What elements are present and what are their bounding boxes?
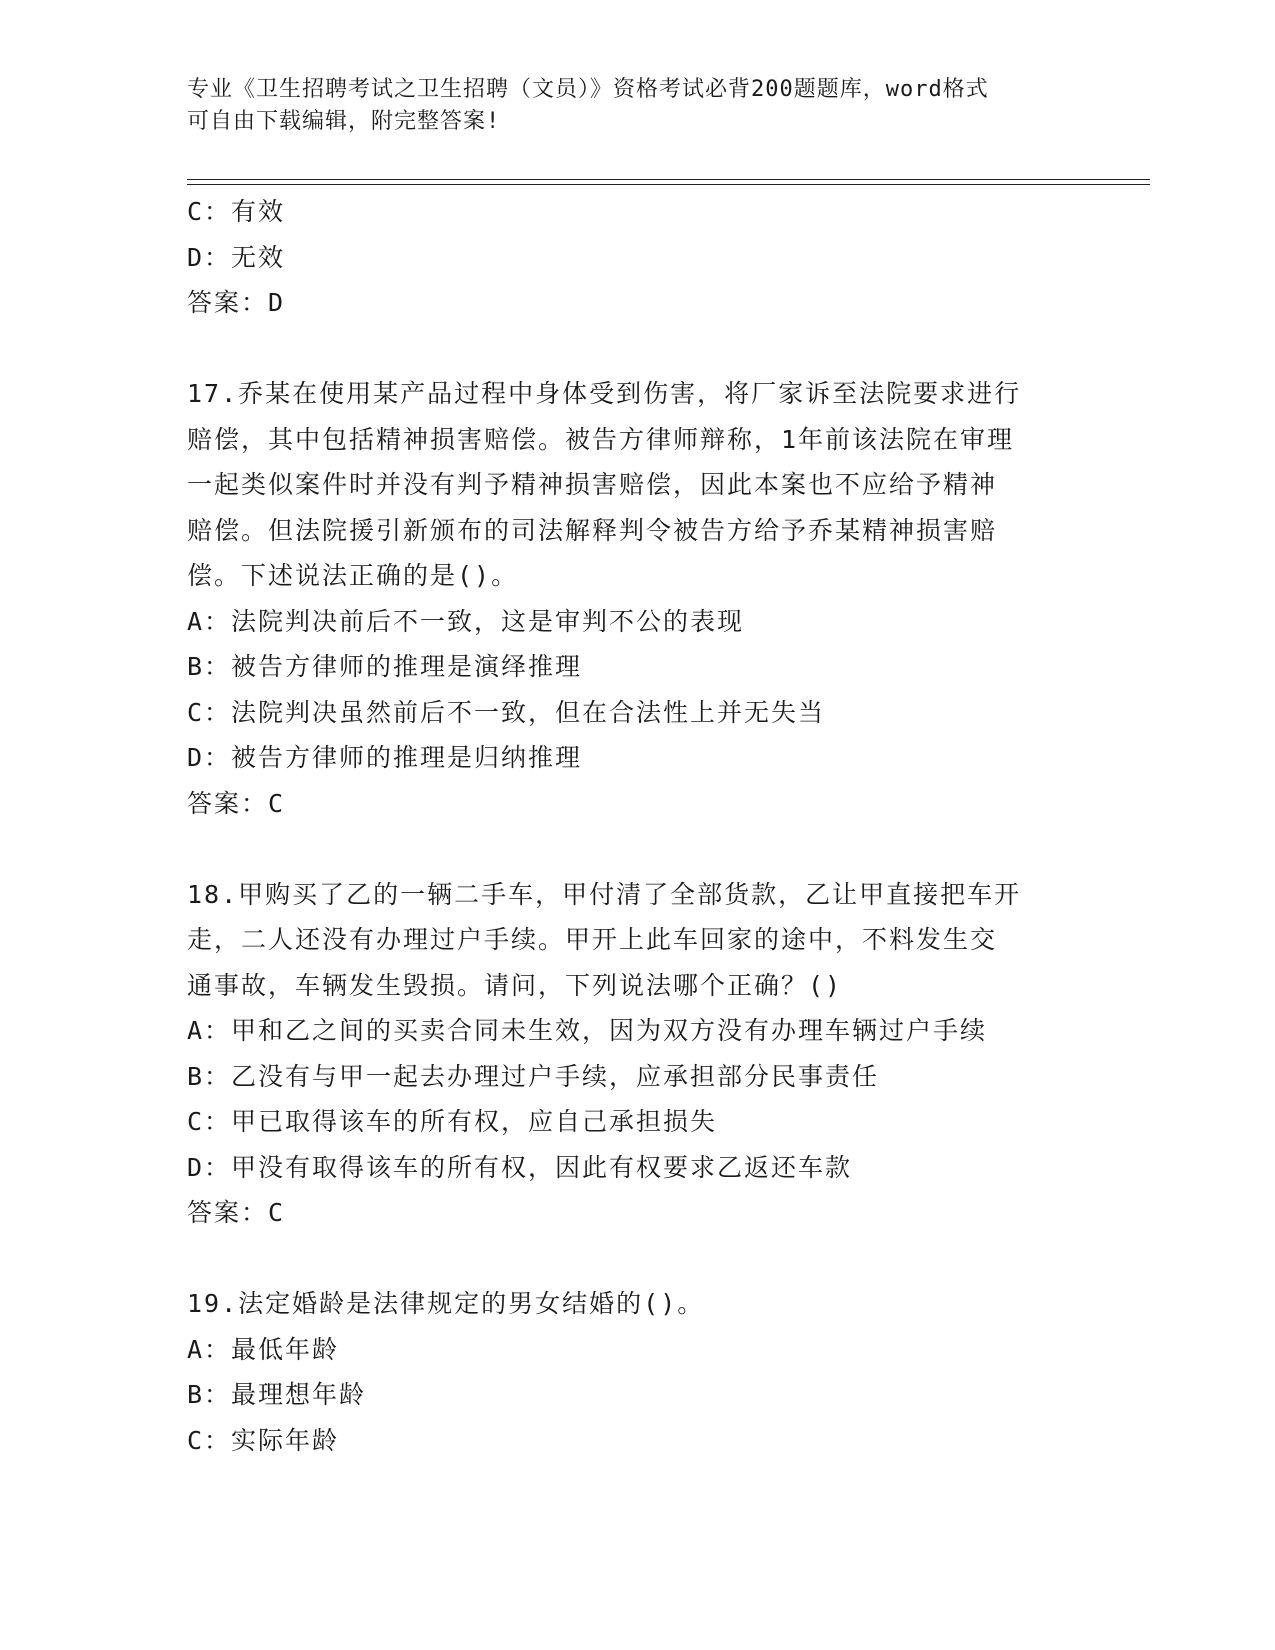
- option-b: B：最理想年龄: [187, 1380, 367, 1409]
- question-content: [187, 189, 1087, 1463]
- question-text-line: 通事故，车辆发生毁损。请问，下列说法哪个正确？(): [187, 970, 843, 1000]
- option-c: C：有效: [187, 197, 286, 226]
- spacer: [187, 326, 1087, 372]
- option-c: C：甲已取得该车的所有权，应自己承担损失: [187, 1107, 718, 1136]
- question-text-line: 18.甲购买了乙的一辆二手车，甲付清了全部货款，乙让甲直接把车开: [187, 879, 1022, 909]
- question-text-line: 偿。下述说法正确的是()。: [187, 561, 519, 590]
- option-b: B：乙没有与甲一起去办理过户手续，应承担部分民事责任: [187, 1061, 880, 1091]
- question-text-line: 17.乔某在使用某产品过程中身体受到伤害，将厂家诉至法院要求进行: [187, 379, 1022, 408]
- question-19: [187, 1281, 1087, 1463]
- option-d: D：无效: [187, 242, 286, 272]
- option-a: A：甲和乙之间的买卖合同未生效，因为双方没有办理车辆过户手续: [187, 1016, 988, 1045]
- question-16-tail: [187, 189, 1087, 326]
- answer: 答案：C: [187, 1198, 286, 1227]
- header-line-1: 专业《卫生招聘考试之卫生招聘（文员）》资格考试必背200题题库，word格式: [187, 77, 989, 102]
- option-d: D：甲没有取得该车的所有权，因此有权要求乙返还车款: [187, 1152, 853, 1182]
- option-a: A：最低年龄: [187, 1334, 340, 1364]
- question-text-line: 走，二人还没有办理过户手续。甲开上此车回家的途中，不料发生交: [187, 925, 998, 954]
- question-text-line: 赔偿。但法院援引新颁布的司法解释判令被告方给予乔某精神损害赔: [187, 515, 998, 545]
- option-c: C：法院判决虽然前后不一致，但在合法性上并无失当: [187, 697, 826, 727]
- question-text-line: 一起类似案件时并没有判予精神损害赔偿，因此本案也不应给予精神: [187, 470, 998, 499]
- spacer: [187, 1236, 1087, 1282]
- answer: 答案：C: [187, 788, 286, 818]
- option-b: B：被告方律师的推理是演绎推理: [187, 652, 583, 681]
- question-17: [187, 371, 1087, 826]
- header-rule-top: [187, 179, 1150, 180]
- option-d: D：被告方律师的推理是归纳推理: [187, 743, 583, 772]
- option-a: A：法院判决前后不一致，这是审判不公的表现: [187, 606, 745, 636]
- question-text-line: 赔偿，其中包括精神损害赔偿。被告方律师辩称，1年前该法院在审理: [187, 424, 1015, 454]
- header-rule-bottom: [187, 184, 1150, 185]
- answer: 答案：D: [187, 288, 286, 317]
- option-c: C：实际年龄: [187, 1425, 340, 1455]
- header-line-2: 可自由下载编辑，附完整答案!: [187, 109, 501, 134]
- document-header: [187, 74, 1067, 138]
- question-text-line: 19.法定婚龄是法律规定的男女结婚的()。: [187, 1289, 705, 1318]
- question-18: [187, 872, 1087, 1236]
- spacer: [187, 826, 1087, 872]
